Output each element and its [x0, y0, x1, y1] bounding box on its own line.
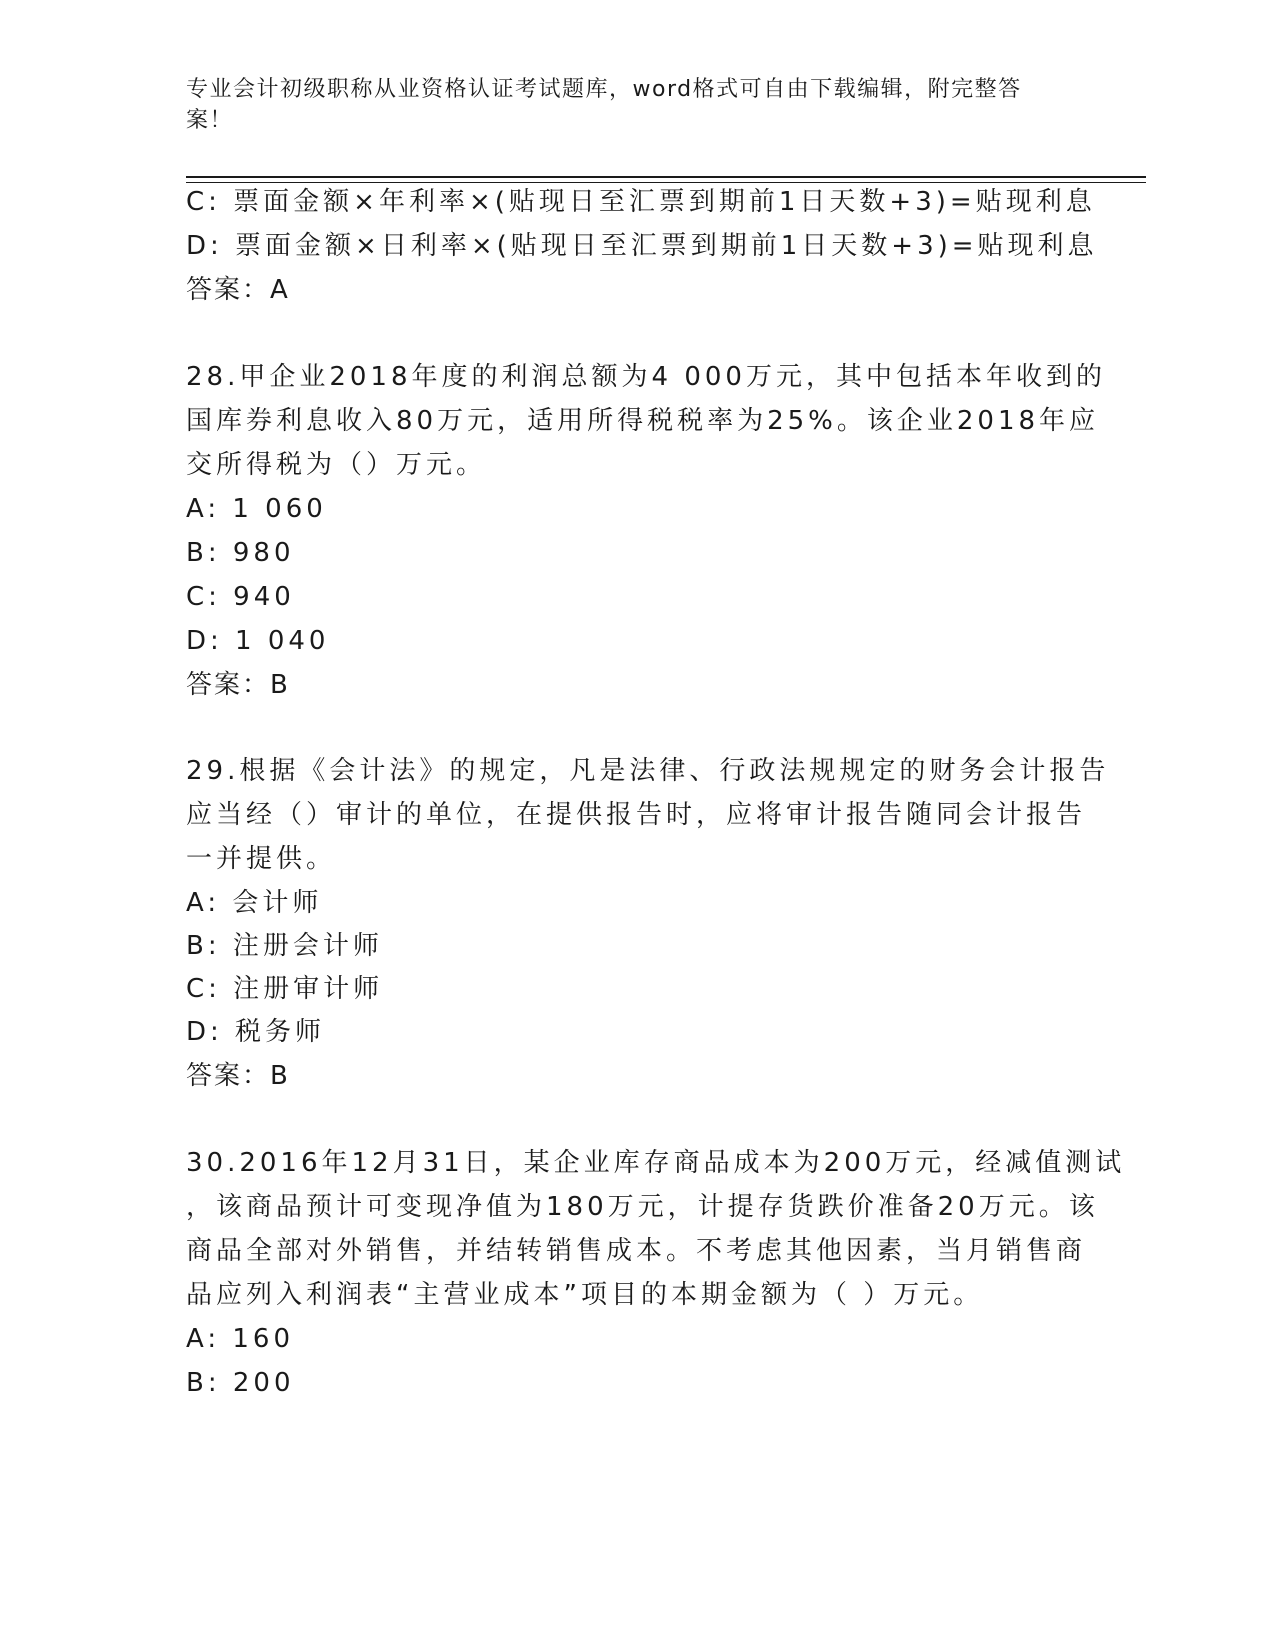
q27-option-d: D: 票面金额×日利率×(贴现日至汇票到期前1日天数+3)=贴现利息: [186, 231, 1098, 261]
q29-stem-line-1: 29.根据《会计法》的规定，凡是法律、行政法规规定的财务会计报告: [186, 756, 1110, 786]
q28-stem-line-1: 28.甲企业2018年度的利润总额为4 000万元，其中包括本年收到的: [186, 362, 1106, 392]
q29-option-b: B: 注册会计师: [186, 931, 383, 961]
q29-option-d: D: 税务师: [186, 1017, 326, 1047]
q28-stem-line-3: 交所得税为（）万元。: [186, 450, 487, 480]
q28-option-a: A: 1 060: [186, 494, 327, 524]
q28-option-c: C: 940: [186, 582, 295, 612]
q29-option-c: C: 注册审计师: [186, 974, 384, 1004]
header-divider: [186, 176, 1146, 178]
header-divider-thin: [186, 182, 1146, 183]
q28-answer: 答案：B: [186, 670, 290, 700]
q28-option-d: D: 1 040: [186, 626, 330, 656]
q27-answer: 答案：A: [186, 275, 290, 305]
q30-stem-line-3: 商品全部对外销售，并结转销售成本。不考虑其他因素，当月销售商: [186, 1236, 1087, 1266]
q30-stem-line-2: ，该商品预计可变现净值为180万元，计提存货跌价准备20万元。该: [186, 1192, 1099, 1222]
q30-option-a: A: 160: [186, 1324, 294, 1354]
q30-stem-line-1: 30.2016年12月31日，某企业库存商品成本为200万元，经减值测试: [186, 1148, 1126, 1178]
q29-option-a: A: 会计师: [186, 888, 323, 918]
page-header: 专业会计初级职称从业资格认证考试题库，word格式可自由下载编辑，附完整答案！: [186, 77, 1022, 133]
q30-stem-line-4: 品应列入利润表“主营业成本”项目的本期金额为（ ）万元。: [186, 1280, 984, 1310]
q29-answer: 答案：B: [186, 1061, 290, 1091]
q28-option-b: B: 980: [186, 538, 295, 568]
q27-option-c: C: 票面金额×年利率×(贴现日至汇票到期前1日天数+3)=贴现利息: [186, 187, 1096, 217]
q29-stem-line-2: 应当经（）审计的单位，在提供报告时，应将审计报告随同会计报告: [186, 800, 1087, 830]
q30-option-b: B: 200: [186, 1368, 295, 1398]
q28-stem-line-2: 国库券利息收入80万元，适用所得税税率为25%。该企业2018年应: [186, 406, 1100, 436]
q29-stem-line-3: 一并提供。: [186, 844, 337, 874]
